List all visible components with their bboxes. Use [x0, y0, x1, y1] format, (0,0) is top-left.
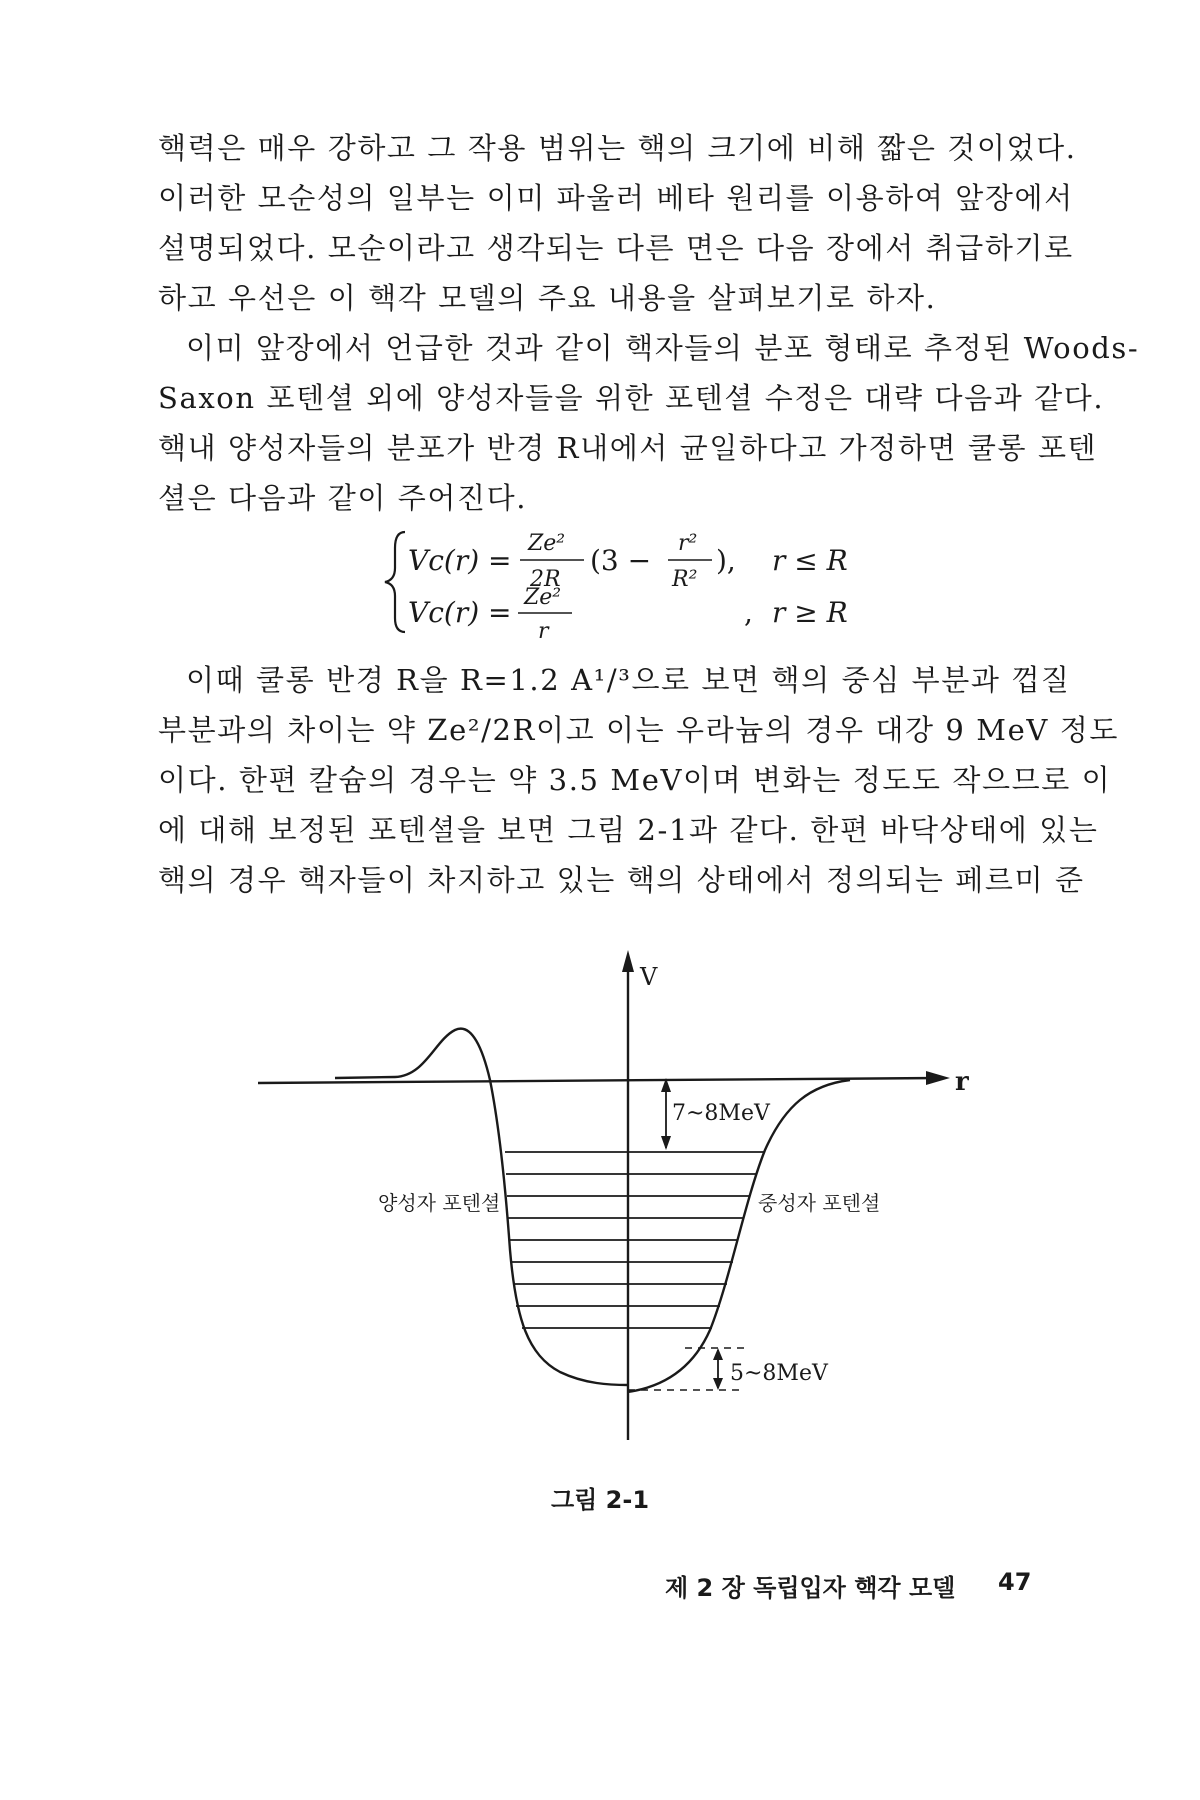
formula-row1-num: Ze² [528, 531, 566, 556]
text-line: 핵의 경우 핵자들이 차지하고 있는 핵의 상태에서 정의되는 페르미 준 [158, 863, 1085, 897]
neutron-potential-label: 중성자 포텐셜 [758, 1191, 881, 1215]
text-line: 이러한 모순성의 일부는 이미 파울러 베타 원리를 이용하여 앞장에서 [158, 181, 1074, 215]
formula-row1-paren-close: ), [716, 544, 736, 577]
r-axis-label: r [955, 1067, 969, 1097]
chapter-footer: 제 2 장 독립입자 핵각 모델 [665, 1574, 956, 1602]
formula-row2-comma: , [744, 596, 753, 629]
v-axis-label: V [640, 963, 658, 991]
text-line: 하고 우선은 이 핵각 모델의 주요 내용을 살펴보기로 하자. [158, 281, 937, 315]
neutron-potential-curve [628, 1080, 850, 1392]
page-number: 47 [998, 1568, 1032, 1596]
figure-caption: 그림 2-1 [550, 1486, 650, 1514]
text-line: 설명되었다. 모순이라고 생각되는 다른 면은 다음 장에서 취급하기로 [158, 231, 1074, 265]
text-line: 이미 앞장에서 언급한 것과 같이 핵자들의 분포 형태로 추정된 Woods- [186, 331, 1140, 365]
r-axis-arrowhead [926, 1071, 950, 1085]
text-line: 핵내 양성자들의 분포가 반경 R내에서 균일하다고 가정하면 쿨롱 포텐 [158, 431, 1098, 465]
text-line: 이때 쿨롱 반경 R을 R=1.2 A¹/³으로 보면 핵의 중심 부분과 껍질 [186, 663, 1071, 697]
formula-row2-den: r [538, 619, 549, 640]
formula-row1-paren-open: (3 − [590, 544, 652, 577]
formula-row1-frac-den: R² [672, 567, 698, 592]
text-line: 셜은 다음과 같이 주어진다. [158, 481, 528, 515]
formula-row1-lhs: Vc(r) = [408, 544, 512, 577]
energy-levels [505, 1152, 765, 1328]
text-line: 에 대해 보정된 포텐셜을 보면 그림 2-1과 같다. 한편 바닥상태에 있는 [158, 813, 1099, 847]
formula-row1-condition: r ≤ R [772, 544, 848, 577]
formula-row2-lhs: Vc(r) = [408, 596, 512, 629]
text-line: 부분과의 차이는 약 Ze²/2R이고 이는 우라늄의 경우 대강 9 MeV 정도 [158, 713, 1119, 747]
gap-top-label: 7~8MeV [672, 1101, 770, 1126]
proton-potential-label: 양성자 포텐셜 [378, 1191, 501, 1215]
text-line: Saxon 포텐셜 외에 양성자들을 위한 포텐셜 수정은 대략 다음과 같다. [158, 381, 1105, 415]
formula-row1-den: 2R [530, 567, 561, 592]
v-axis-arrowhead [622, 950, 634, 972]
formula-row2-num: Ze² [524, 585, 562, 610]
gap-bottom-label: 5~8MeV [730, 1361, 828, 1386]
formula-row2-condition: r ≥ R [772, 596, 848, 629]
text-line: 이다. 한편 칼슘의 경우는 약 3.5 MeV이며 변화는 정도도 작으므로 이 [158, 763, 1112, 797]
formula-row1-frac-num: r² [678, 531, 698, 556]
text-line: 핵력은 매우 강하고 그 작용 범위는 핵의 크기에 비해 짧은 것이었다. [158, 131, 1077, 165]
